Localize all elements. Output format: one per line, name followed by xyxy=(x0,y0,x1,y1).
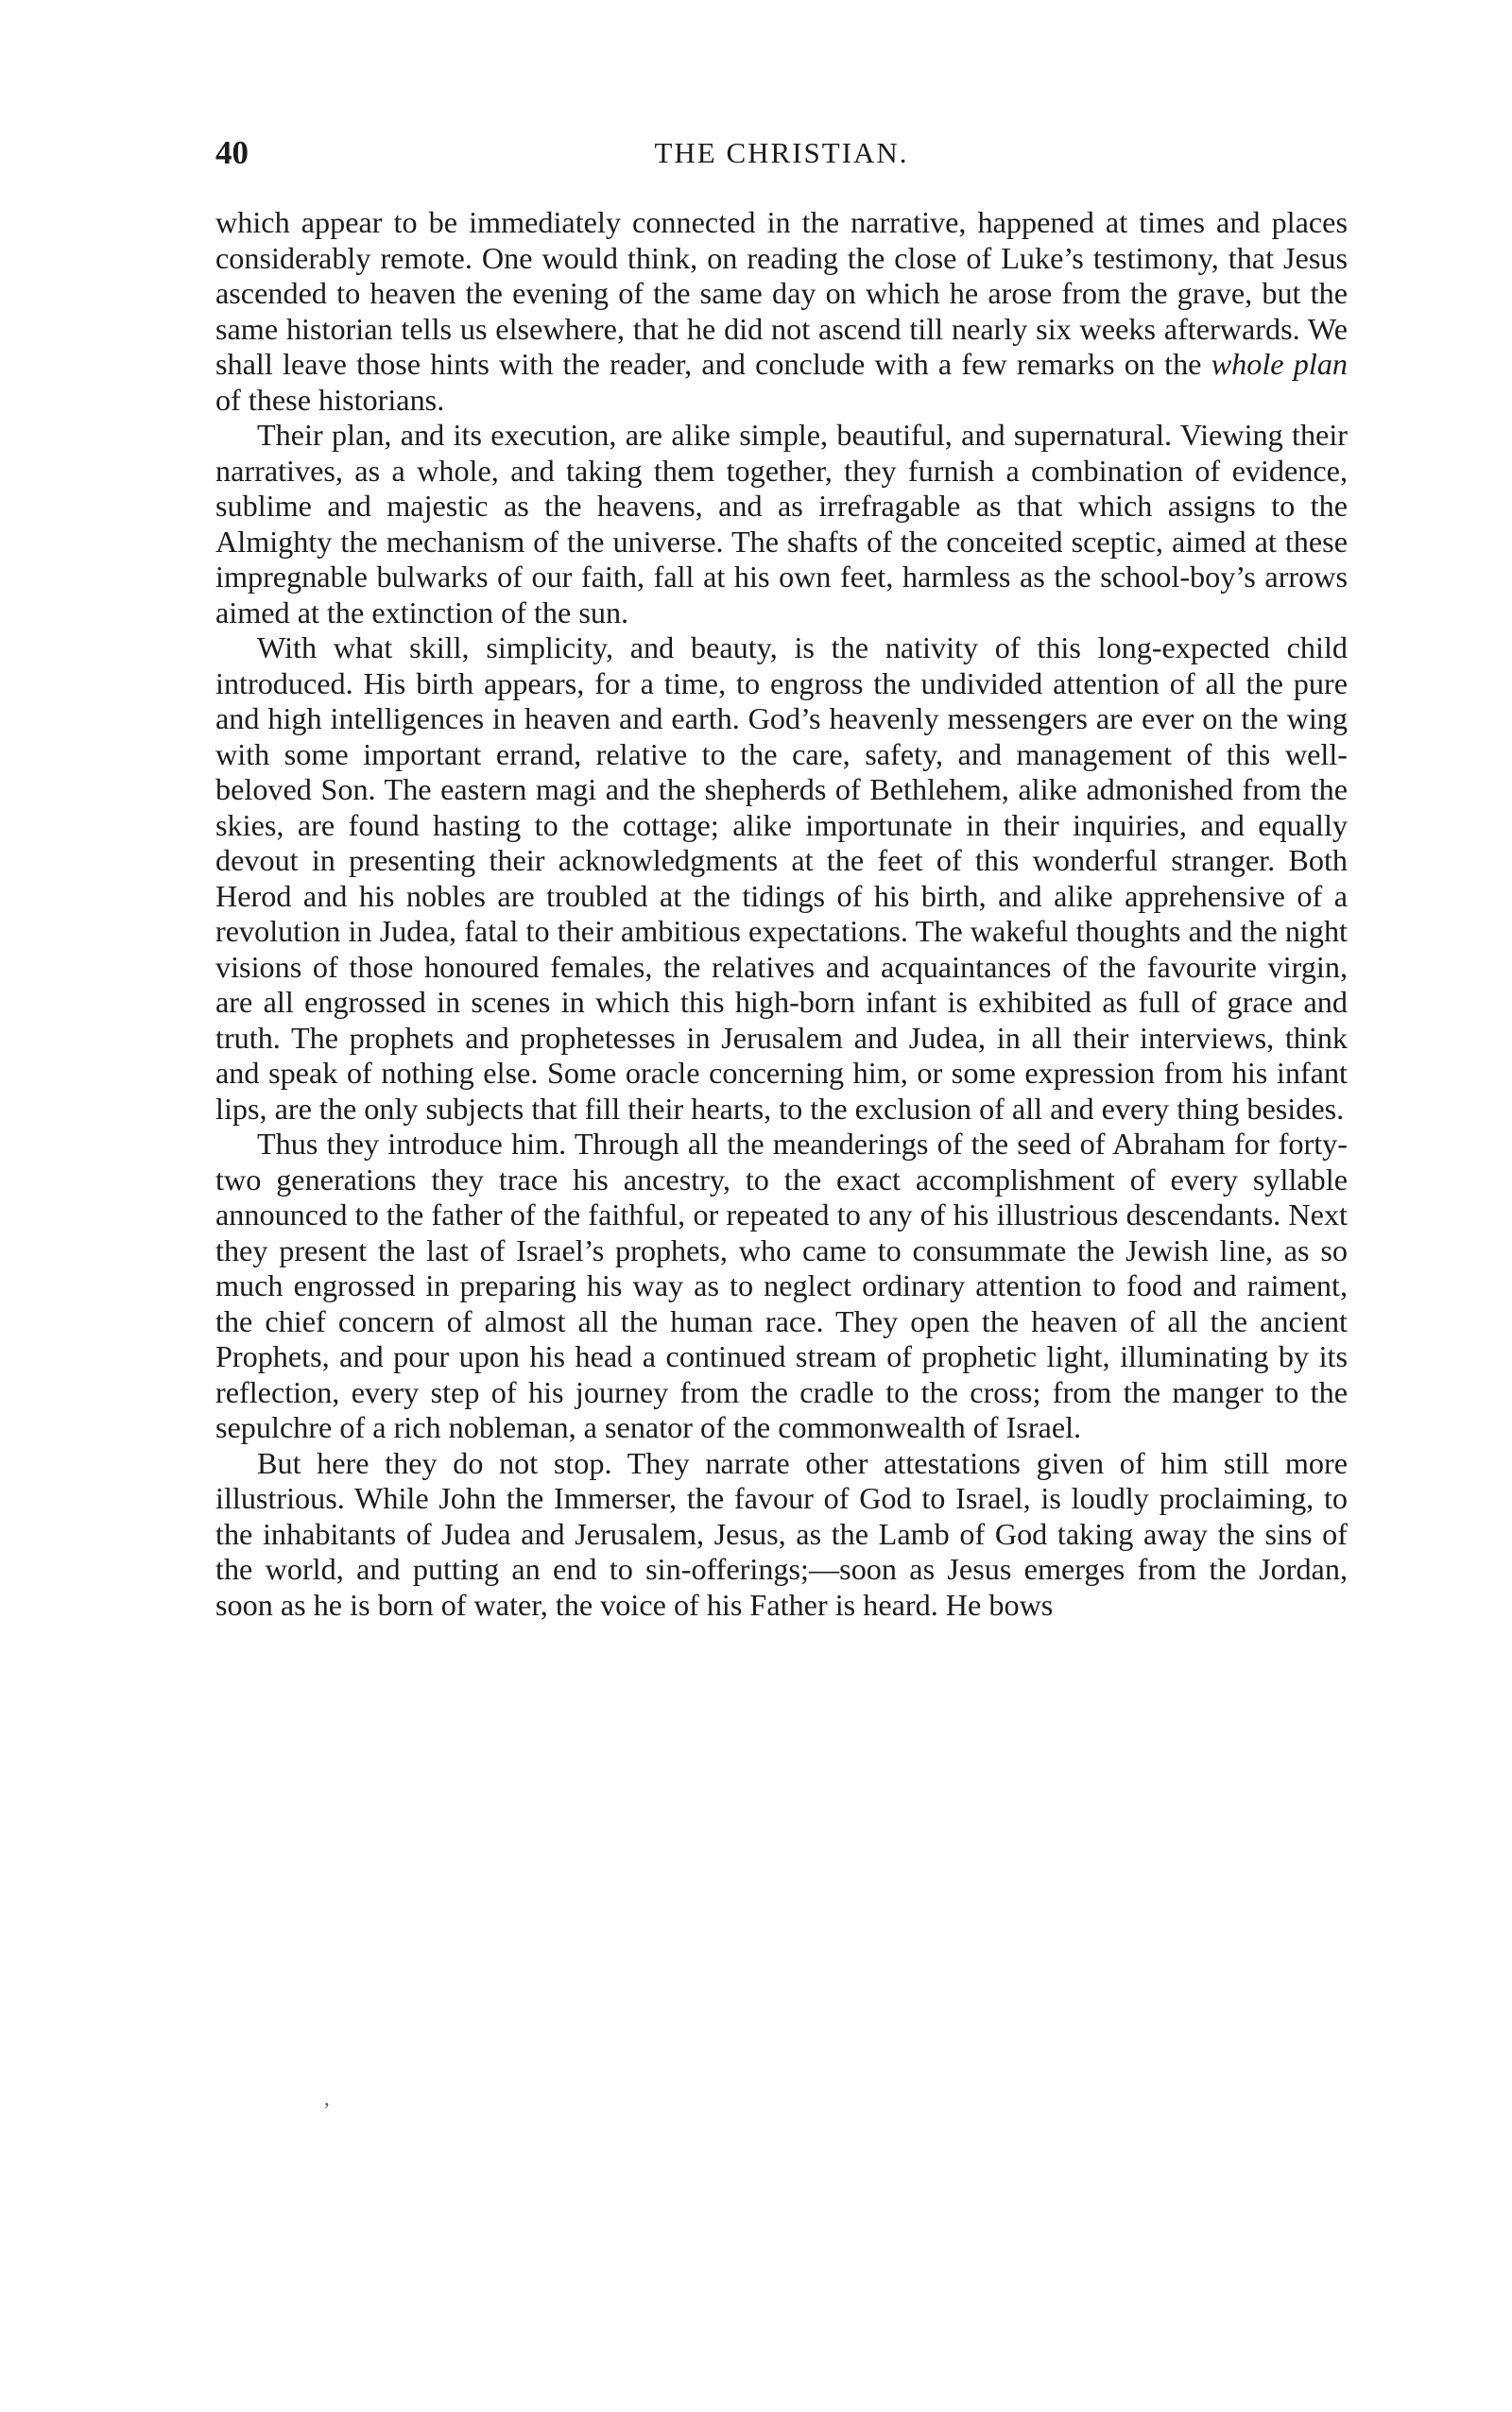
page-header xyxy=(215,134,1348,172)
page-number: 40 xyxy=(215,134,249,171)
paragraph: With what skill, simplicity, and beauty, is the nativity of this long-expected child introduced. His birth appears, for a time, to engross the undivided attention of all the pure and high intelligences in heaven and earth. God’s heavenly messengers are ever on the wing with some important errand, relative to the care, safety, and management of this well-beloved Son. The eastern magi and the shepherds of Bethlehem, alike admonished from the skies, are found hasting to the cottage; alike importunate in their inquiries, and equally devout in presenting their acknowledgments at the feet of this wonderful stranger. Both Herod and his nobles are troubled at the tidings of his birth, and alike apprehensive of a revolution in Judea, fatal to their ambitious expectations. The wakeful thoughts and the night visions of those honoured females, the relatives and acquaintances of the favourite virgin, are all engrossed in scenes in which this high-born infant is exhibited as full of grace and truth. The prophets and prophetesses in Jerusalem and Judea, in all their interviews, think and speak of nothing else. Some oracle concerning him, or some expression from his infant lips, are the only subjects that fill their hearts, to the exclusion of all and every thing besides. xyxy=(215,630,1348,1126)
paragraph-lead-text: which appear to be immediately connected in the narrative, happened at times and places considerably remote. One would think, on reading the close of Luke’s testimony, that Jesus ascended to heaven the evening of the same day on which he arose from the grave, but the same historian tells us elsewhere, that he did not ascend till nearly six weeks afterwards. We shall leave those hints with the reader, and conclude with a few remarks on the xyxy=(215,205,1348,381)
paragraph-tail-text: of these historians. xyxy=(215,382,445,417)
emphasis-text: whole plan xyxy=(1211,347,1349,381)
paragraph: Their plan, and its execution, are alike simple, beautiful, and supernatural. Viewing their narratives, as a whole, and taking them together, they furnish a combination of evidence, sublime and majestic as the heavens, and as irrefragable as that which assigns to the Almighty the mechanism of the universe. The shafts of the conceited sceptic, aimed at these impregnable bulwarks of our faith, fall at his own feet, harmless as the school-boy’s arrows aimed at the extinction of the sun. xyxy=(215,418,1348,629)
running-head: THE CHRISTIAN. xyxy=(654,136,909,169)
paragraph: Thus they introduce him. Through all the meanderings of the seed of Abraham for forty-two generations they trace his ancestry, to the exact accomplishment of every syllable announced to the father of the faithful, or repeated to any of his illustrious descendants. Next they present the last of Israel’s prophets, who came to consummate the Jewish line, as so much engrossed in preparing his way as to neglect ordinary attention to food and raiment, the chief concern of almost all the human race. They open the heaven of all the ancient Prophets, and pour upon his head a continued stream of prophetic light, illuminating by its reflection, every step of his journey from the cradle to the cross; from the manger to the sepulchre of a rich nobleman, a senator of the commonwealth of Israel. xyxy=(215,1127,1348,1444)
stray-ink-mark: ʼ xyxy=(323,2098,331,2122)
paragraph: But here they do not stop. They narrate other attestations given of him still more illustrious. While John the Immerser, the favour of God to Israel, is loudly proclaiming, to the inhabitants of Judea and Jerusalem, Jesus, as the Lamb of God taking away the sins of the world, and putting an end to sin-offerings;—soon as Jesus emerges from the Jordan, soon as he is born of water, the voice of his Father is heard. He bows xyxy=(215,1445,1348,1622)
paragraph xyxy=(215,205,1348,418)
body-text xyxy=(215,205,1348,1623)
